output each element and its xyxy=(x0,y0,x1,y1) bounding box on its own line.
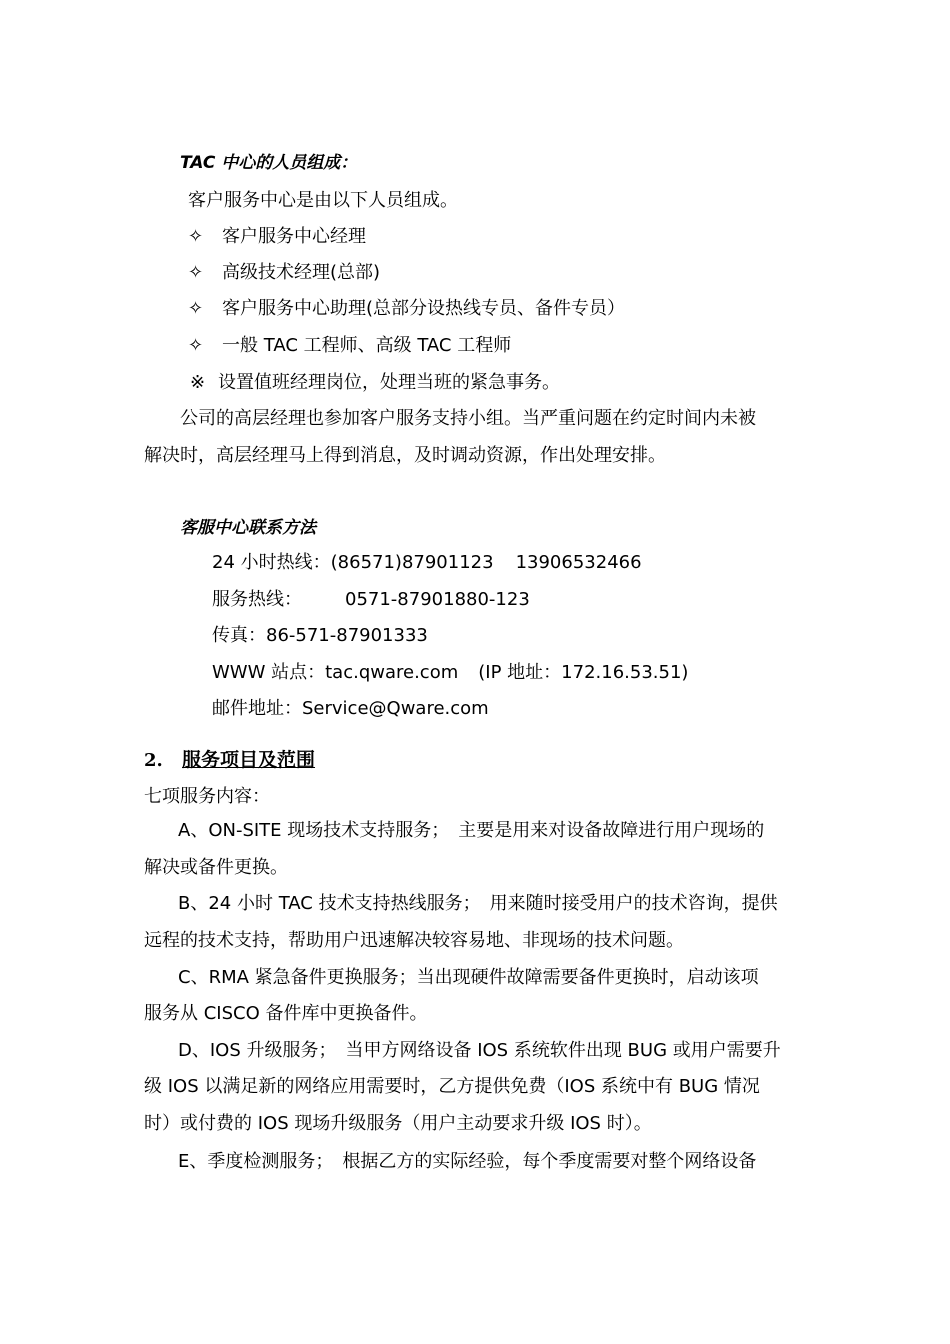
note-text: 设置值班经理岗位，处理当班的紧急事务。 xyxy=(218,372,560,393)
section-number: 2. xyxy=(144,750,163,771)
services-line: 时）或付费的 IOS 现场升级服务（用户主动要求升级 IOS 时）。 xyxy=(144,1113,652,1134)
bullet-text: 高级技术经理(总部) xyxy=(222,262,381,283)
www-row xyxy=(212,662,688,684)
section-heading xyxy=(144,747,315,774)
www-label: WWW 站点： xyxy=(212,662,326,683)
bullet-diamond-icon: ✧ xyxy=(188,298,204,319)
fax-row xyxy=(212,625,428,647)
tac-paragraph-line: 公司的高层经理也参加客户服务支持小组。当严重问题在约定时间内未被 xyxy=(180,408,756,429)
bullet-text: 客户服务中心助理(总部分设热线专员、备件专员） xyxy=(222,298,626,319)
services-line: D、IOS 升级服务； 当甲方网络设备 IOS 系统软件出现 BUG 或用户需要升 xyxy=(178,1040,781,1061)
services-line: C、RMA 紧急备件更换服务；当出现硬件故障需要备件更换时，启动该项 xyxy=(178,967,759,988)
fax-label: 传真： xyxy=(212,625,266,646)
email-link[interactable]: Service@Qware.com xyxy=(302,698,489,719)
bullet-text: 一般 TAC 工程师、高级 TAC 工程师 xyxy=(222,335,512,356)
hotline-24h-row xyxy=(212,552,642,574)
services-line: E、季度检测服务； 根据乙方的实际经验，每个季度需要对整个网络设备 xyxy=(178,1151,757,1172)
tac-heading: TAC 中心的人员组成： xyxy=(180,153,358,173)
tac-bullet-item xyxy=(188,262,380,284)
bullet-diamond-icon: ✧ xyxy=(188,335,204,356)
bullet-text: 客户服务中心经理 xyxy=(222,226,366,247)
services-line: 级 IOS 以满足新的网络应用需要时，乙方提供免费（IOS 系统中有 BUG 情况 xyxy=(144,1076,760,1097)
service-hotline-row xyxy=(212,589,530,611)
email-row xyxy=(212,698,489,720)
contact-heading: 客服中心联系方法 xyxy=(180,518,316,538)
services-intro: 七项服务内容： xyxy=(144,786,270,807)
services-line: 远程的技术支持，帮助用户迅速解决较容易地、非现场的技术问题。 xyxy=(144,930,684,951)
tac-note xyxy=(190,372,560,394)
services-line: 服务从 CISCO 备件库中更换备件。 xyxy=(144,1003,428,1024)
tac-intro: 客户服务中心是由以下人员组成。 xyxy=(188,190,458,211)
service-hotline-label: 服务热线： xyxy=(212,589,302,610)
services-line: 解决或备件更换。 xyxy=(144,857,288,878)
tac-paragraph-line: 解决时，高层经理马上得到消息，及时调动资源，作出处理安排。 xyxy=(144,445,666,466)
email-label: 邮件地址： xyxy=(212,698,302,719)
www-site-link[interactable]: tac.qware.com xyxy=(325,662,459,683)
services-line: B、24 小时 TAC 技术支持热线服务； 用来随时接受用户的技术咨询，提供 xyxy=(178,893,778,914)
tac-bullet-item xyxy=(188,226,366,248)
www-ip: (IP 地址：172.16.53.51) xyxy=(478,662,689,683)
bullet-diamond-icon: ✧ xyxy=(188,226,204,247)
hotline-24h-label: 24 小时热线： xyxy=(212,552,331,573)
bullet-diamond-icon: ✧ xyxy=(188,262,204,283)
services-line: A、ON-SITE 现场技术支持服务； 主要是用来对设备故障进行用户现场的 xyxy=(178,820,765,841)
hotline-24h-mobile: 13906532466 xyxy=(515,552,642,573)
tac-bullet-item xyxy=(188,335,511,357)
reference-mark-icon: ※ xyxy=(190,372,206,393)
tac-bullet-item xyxy=(188,298,625,320)
hotline-24h-number: (86571)87901123 xyxy=(330,552,494,573)
service-hotline-number: 0571-87901880-123 xyxy=(345,589,530,610)
fax-number: 86-571-87901333 xyxy=(266,625,428,646)
section-title: 服务项目及范围 xyxy=(182,749,316,771)
